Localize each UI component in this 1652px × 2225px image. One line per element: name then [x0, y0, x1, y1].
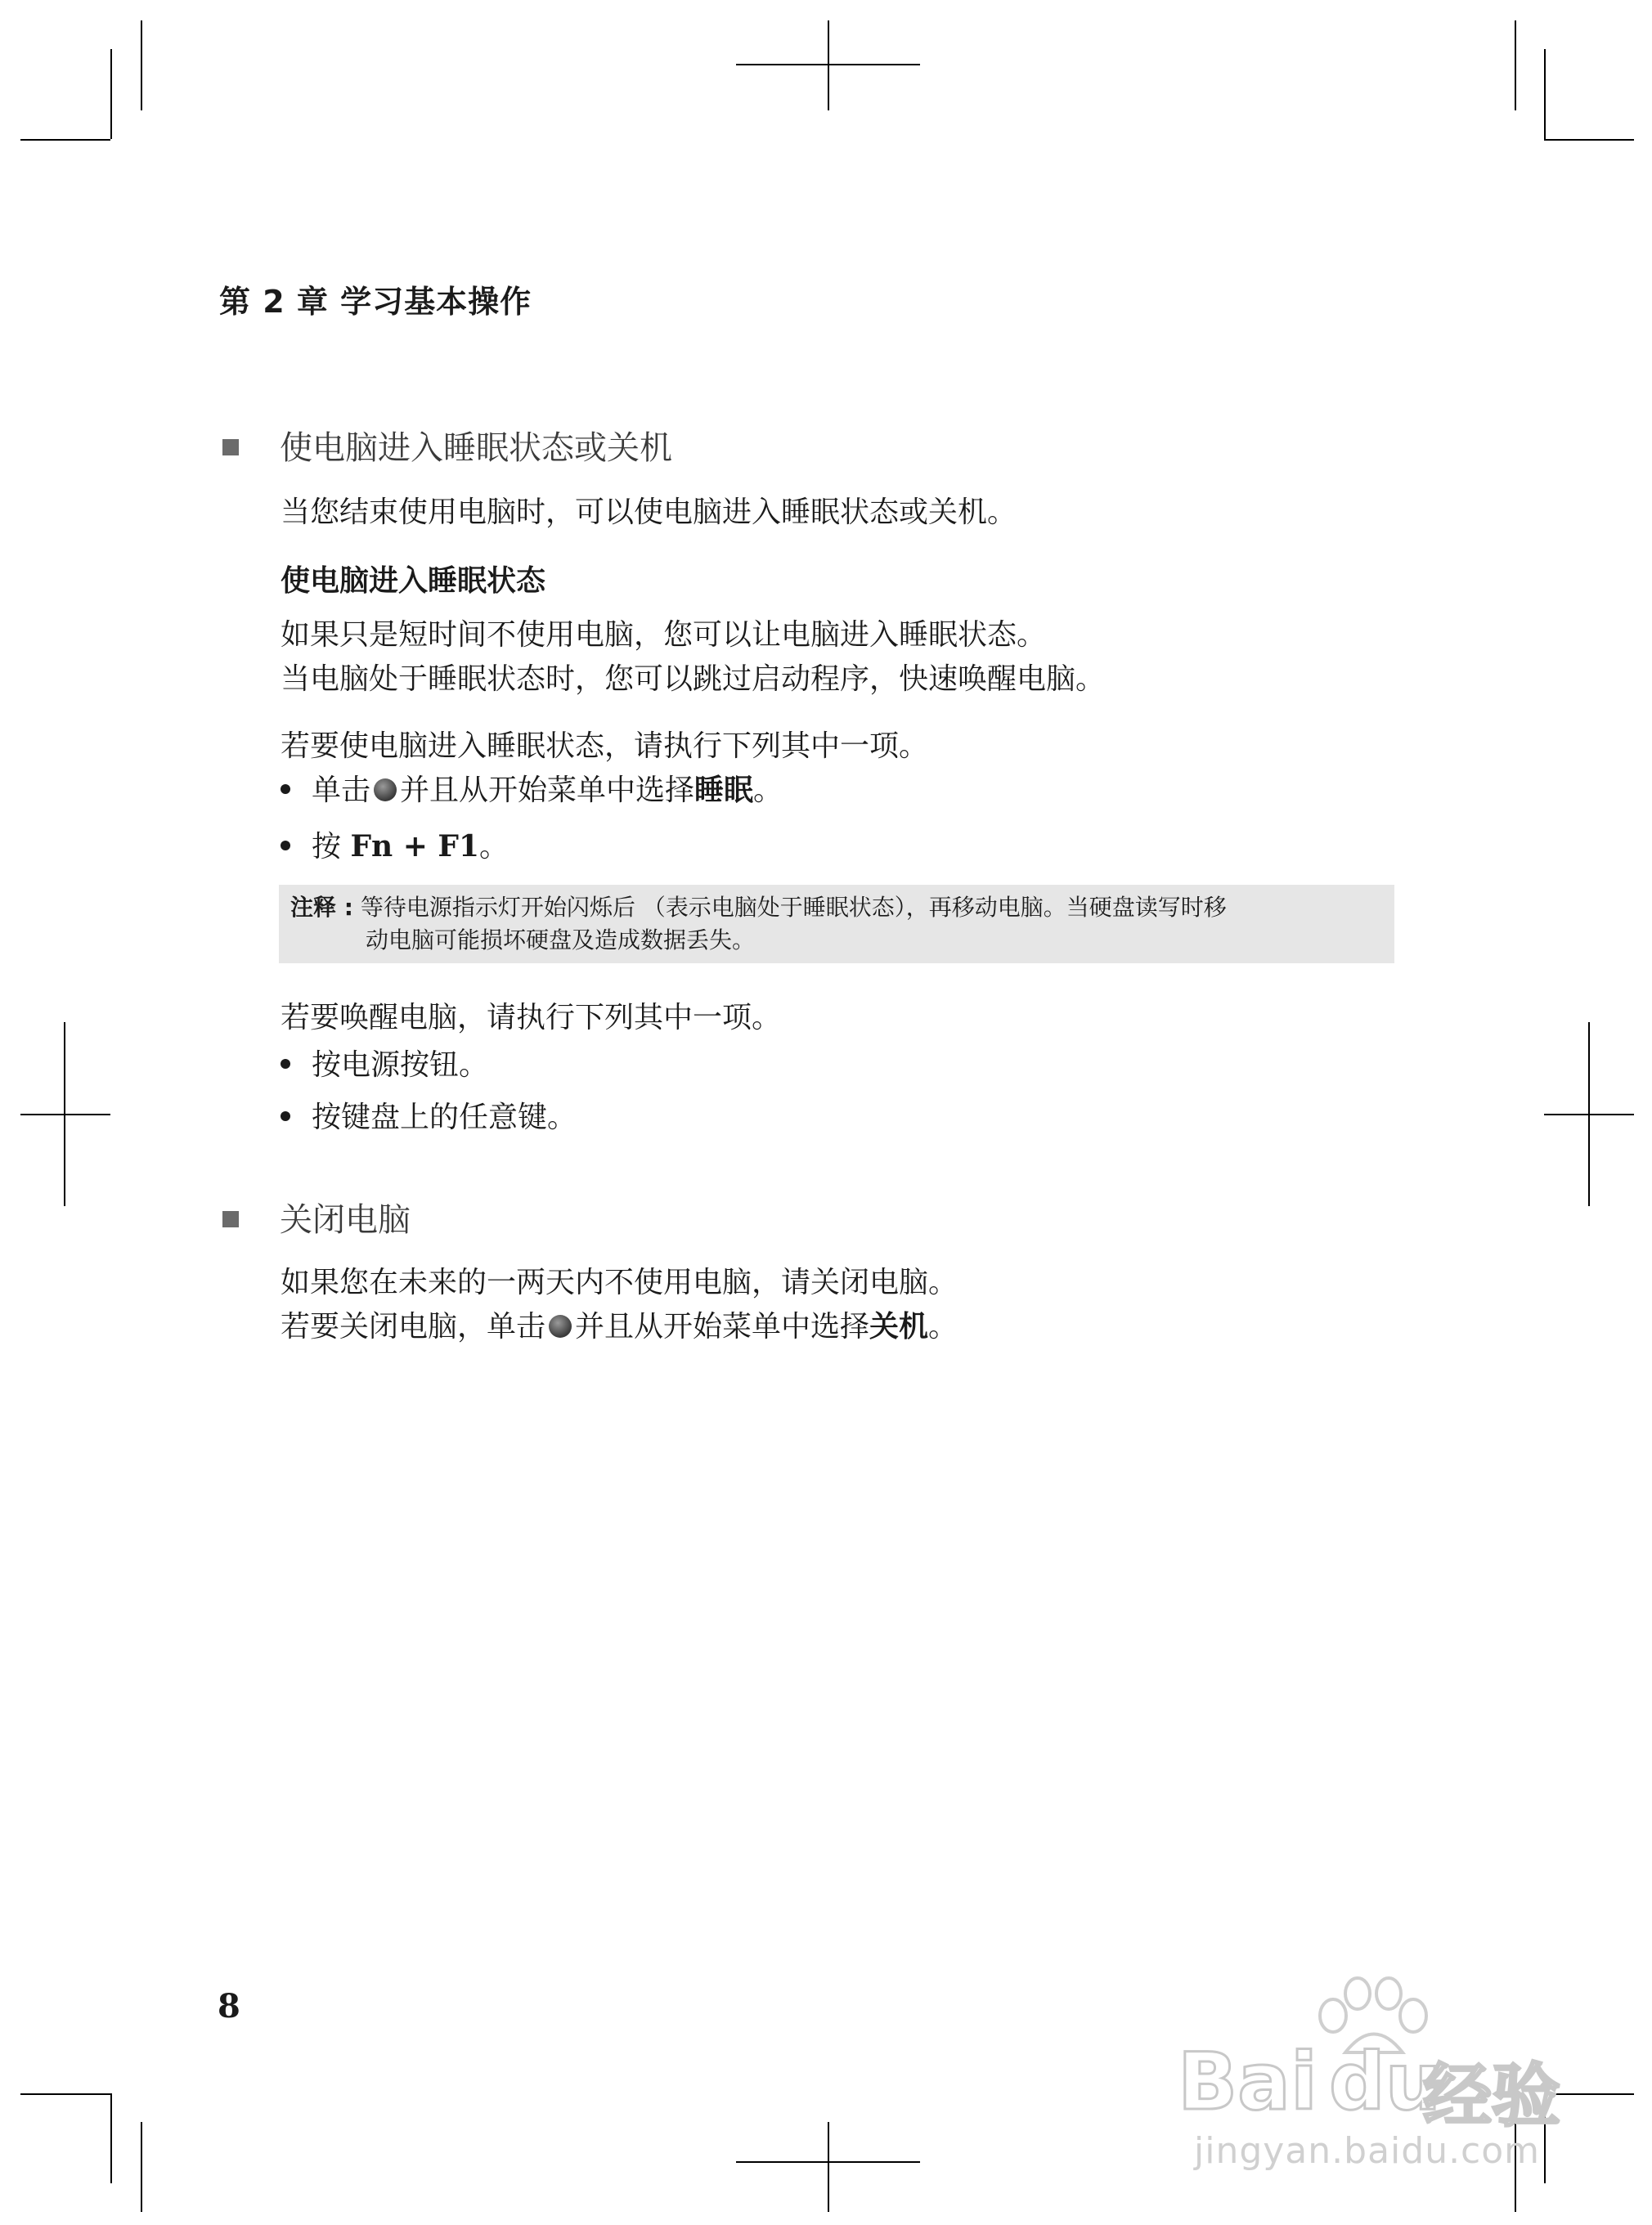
shutdown-line: 如果您在未来的一两天内不使用电脑，请关闭电脑。: [281, 1266, 958, 1299]
bullet-text: 单击: [312, 774, 371, 807]
section-square-bullet: [222, 1211, 239, 1227]
crop-mark: [110, 49, 112, 139]
sleep-paragraph-line: 如果只是短时间不使用电脑，您可以让电脑进入睡眠状态。: [281, 618, 1047, 652]
watermark-brand: Bai: [1178, 2036, 1318, 2128]
crop-mark: [141, 2122, 142, 2212]
bullet-dot: [281, 784, 290, 794]
crop-mark: [828, 2122, 829, 2212]
crop-mark: [20, 1114, 110, 1115]
list-item: [281, 769, 783, 813]
crop-mark: [141, 20, 142, 110]
sleep-paragraph-line: 当电脑处于睡眠状态时，您可以跳过启动程序，快速唤醒电脑。: [281, 662, 1106, 696]
shutdown-text: 。: [928, 1310, 958, 1344]
bullet-text: 。: [479, 830, 510, 864]
crop-mark: [1544, 1114, 1634, 1115]
baidu-watermark: [1178, 1971, 1562, 2175]
crop-mark: [1544, 49, 1546, 139]
bullet-text: 并且从开始菜单中选择: [400, 774, 695, 807]
crop-mark: [828, 20, 829, 110]
section-square-bullet: [222, 439, 239, 455]
watermark-url: jingyan.baidu.com: [1194, 2130, 1541, 2172]
crop-mark: [1515, 20, 1516, 110]
bullet-text: 按电源按钮。: [312, 1048, 489, 1082]
crop-mark: [20, 2093, 110, 2095]
bullet-dot: [281, 1111, 290, 1121]
chapter-title: 第 2 章 学习基本操作: [219, 284, 532, 320]
note-line: 动电脑可能损坏硬盘及造成数据丢失。: [366, 926, 756, 953]
bullet-text: 按键盘上的任意键。: [312, 1101, 577, 1134]
shutdown-line: [281, 1305, 958, 1349]
shutdown-text: 并且从开始菜单中选择: [575, 1310, 870, 1344]
bullet-dot: [281, 1059, 290, 1069]
sleep-lead: 若要使电脑进入睡眠状态，请执行下列其中一项。: [281, 729, 929, 763]
note-text: 等待电源指示灯开始闪烁后 （表示电脑处于睡眠状态），再移动电脑。当硬盘读写时移: [360, 894, 1227, 921]
sleep-paragraph: [281, 613, 1105, 702]
intro-paragraph: 当您结束使用电脑时，可以使电脑进入睡眠状态或关机。: [281, 496, 1017, 529]
shutdown-paragraph: [281, 1261, 958, 1349]
crop-mark: [1544, 139, 1634, 141]
crop-mark: [20, 139, 110, 141]
subheading-sleep: 使电脑进入睡眠状态: [281, 564, 546, 598]
bullet-text: 。: [753, 774, 783, 807]
list-item: [281, 824, 509, 869]
bullet-text: 按: [312, 830, 342, 864]
page-number: 8: [218, 1987, 240, 2025]
menu-term-shutdown: 关机: [869, 1310, 929, 1344]
windows-start-orb-icon: [374, 778, 397, 801]
key-combo: Fn + F1: [350, 829, 480, 864]
bullet-dot: [281, 841, 290, 850]
crop-mark: [736, 64, 920, 65]
shutdown-text: 若要关闭电脑，单击: [281, 1310, 546, 1344]
watermark-brand-cn: 经验: [1423, 2056, 1561, 2136]
watermark-brand: du: [1329, 2036, 1442, 2128]
windows-start-orb-icon: [549, 1315, 572, 1338]
section-heading-sleep-shutdown: [222, 422, 672, 469]
section-title: 关闭电脑: [280, 1201, 411, 1239]
crop-mark: [736, 2161, 920, 2163]
list-item: [281, 1096, 577, 1140]
wake-lead: 若要唤醒电脑，请执行下列其中一项。: [281, 1001, 782, 1034]
crop-mark: [110, 2093, 112, 2183]
list-item: [281, 1043, 488, 1088]
menu-term-sleep: 睡眠: [694, 774, 754, 807]
section-heading-shutdown: [222, 1194, 411, 1240]
note-line: [290, 891, 1383, 924]
note-box: [279, 885, 1394, 963]
note-label: 注释 :: [290, 894, 353, 921]
section-title: 使电脑进入睡眠状态或关机: [280, 429, 672, 467]
